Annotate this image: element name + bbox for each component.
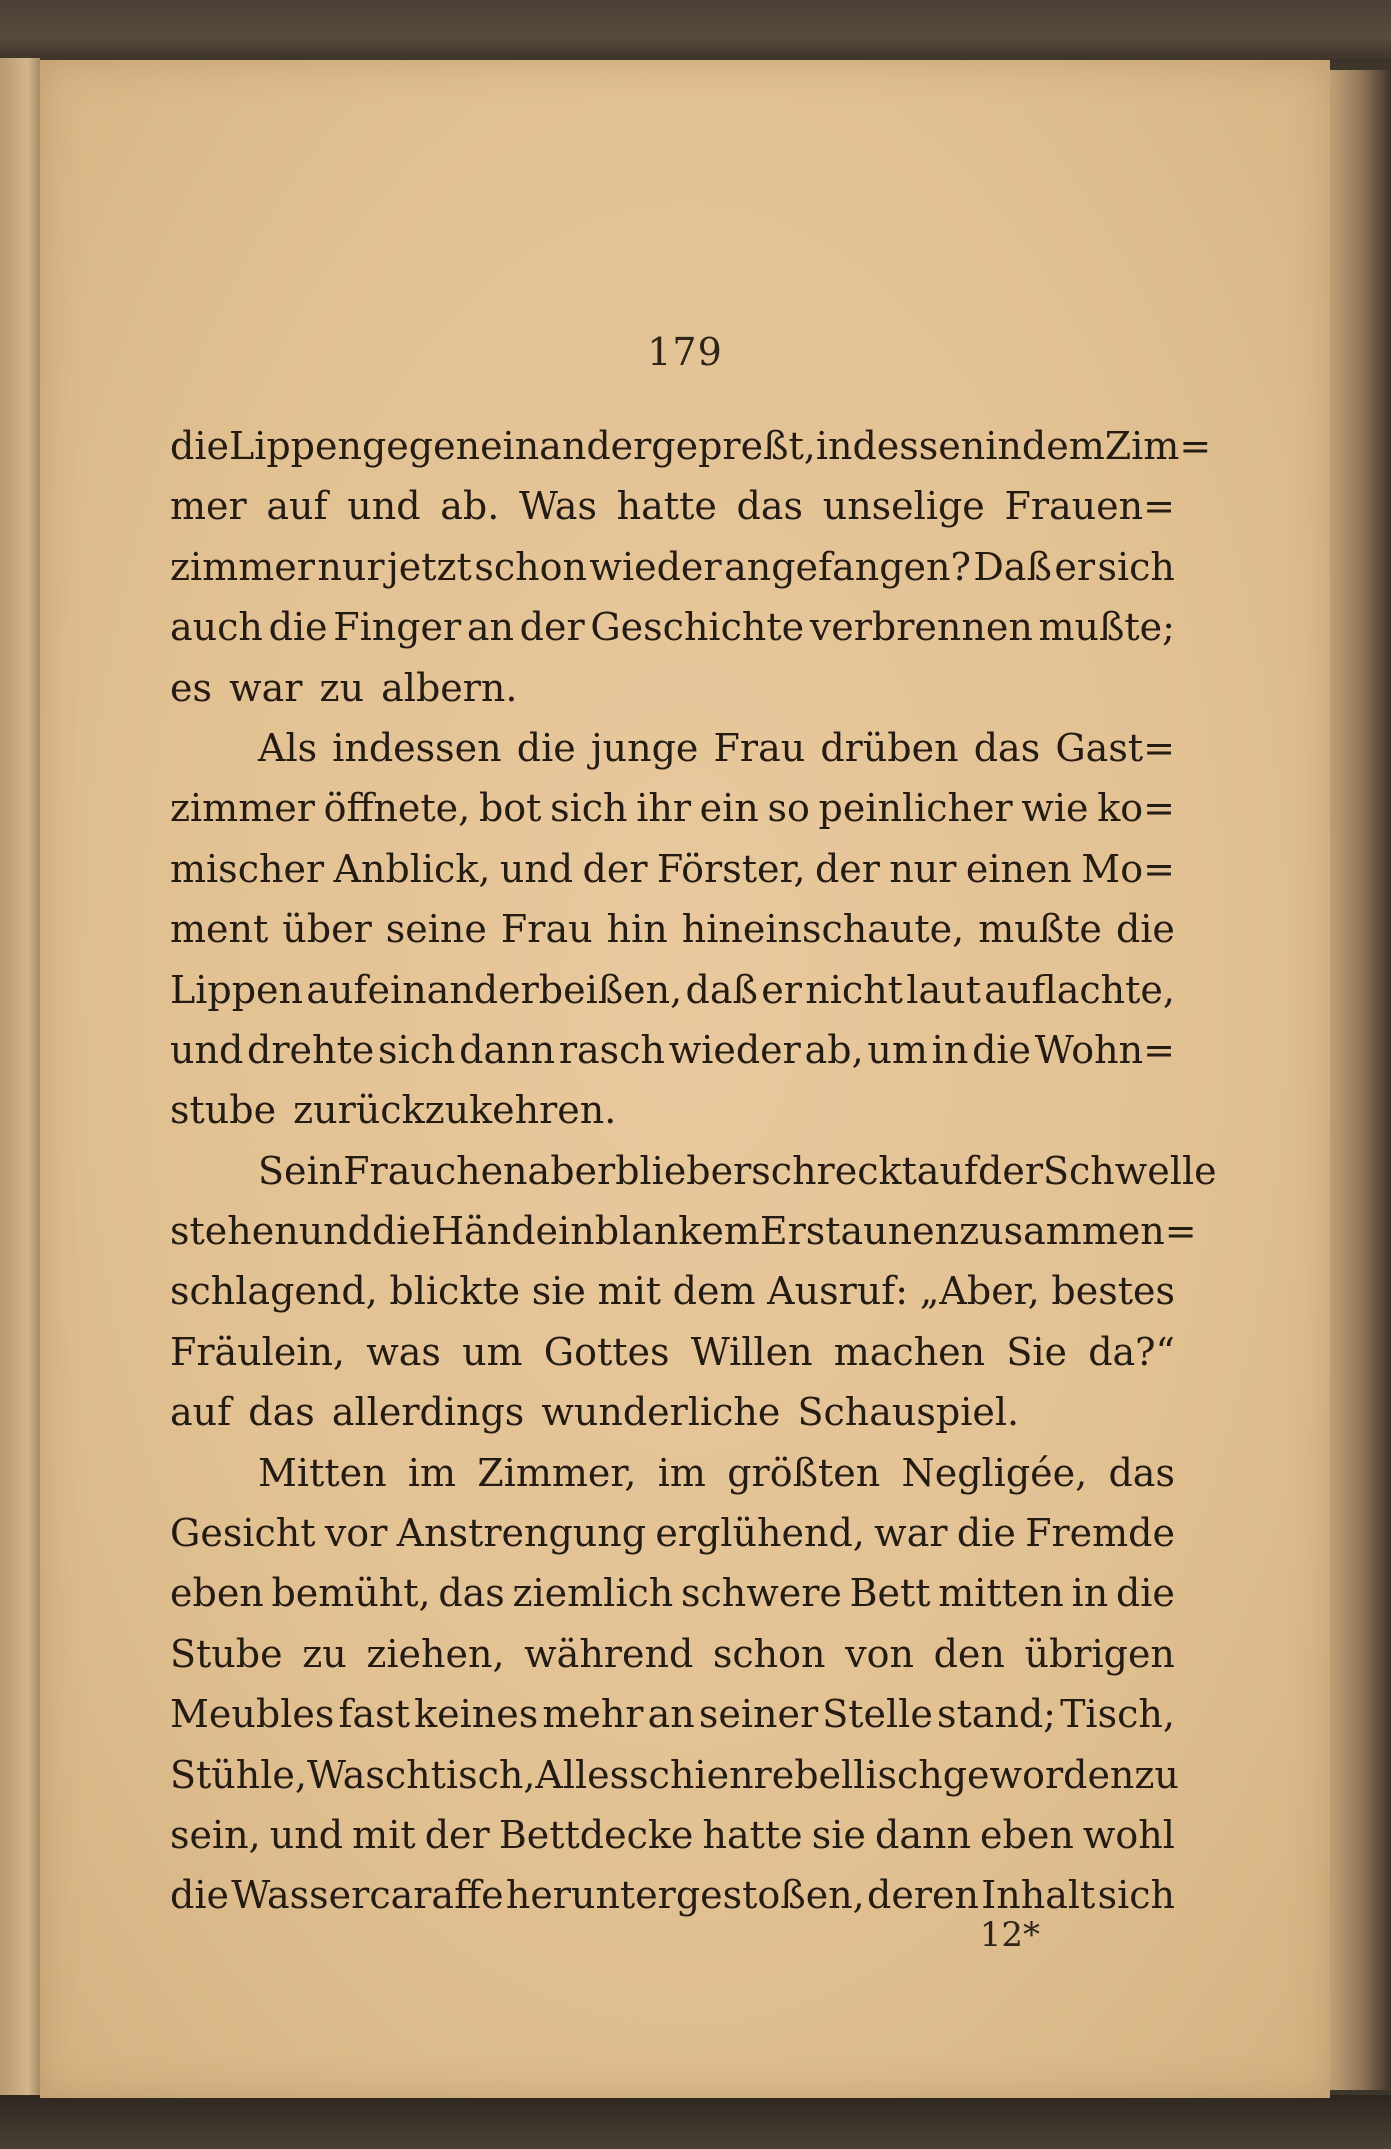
text-line: mischer Anblick, und der Förster, der nur einen Mo= xyxy=(170,846,1175,891)
text-line: Stube zu ziehen, während schon von den übrigen xyxy=(170,1631,1175,1676)
text-line: auch die Finger an der Geschichte verbrennen mußte; xyxy=(170,605,1175,650)
text-line: die Wassercaraffe heruntergestoßen, deren Inhalt sich xyxy=(170,1873,1175,1918)
text-line: Lippen aufeinanderbeißen, daß er nicht laut auflachte, xyxy=(170,967,1175,1012)
text-line: Gesicht vor Anstrengung erglühend, war die Fremde xyxy=(170,1511,1175,1556)
text-line: und drehte sich dann rasch wieder ab, um in die Wohn= xyxy=(170,1027,1175,1072)
text-line: Als indessen die junge Frau drüben das Gast= xyxy=(258,725,1175,770)
text-line: Mitten im Zimmer, im größten Negligée, das xyxy=(258,1450,1175,1495)
text-line: Fräulein, was um Gottes Willen machen Sie da?“ xyxy=(170,1329,1175,1374)
printer-signature: 12* xyxy=(979,1915,1040,1955)
book-top-edge xyxy=(0,0,1391,62)
left-page-edge xyxy=(0,58,40,2098)
text-line: stube zurückzukehren. xyxy=(170,1088,617,1133)
text-line: auf das allerdings wunderliche Schauspiel. xyxy=(170,1390,1020,1435)
text-line: schlagend, blickte sie mit dem Ausruf: „Aber, bestes xyxy=(170,1269,1175,1314)
text-line: zimmer öffnete, bot sich ihr ein so peinlicher wie ko= xyxy=(170,786,1175,831)
text-line: Stühle, Waschtisch, Alles schien rebellisch geworden zu xyxy=(170,1752,1179,1797)
text-line: mer auf und ab. Was hatte das unselige Frauen= xyxy=(170,484,1175,529)
text-line: eben bemüht, das ziemlich schwere Bett mitten in die xyxy=(170,1571,1175,1616)
text-line: sein, und mit der Bettdecke hatte sie dann eben wohl xyxy=(170,1812,1175,1857)
page-body-text xyxy=(170,416,1217,1926)
page-number: 179 xyxy=(647,330,723,374)
text-line: Sein Frauchen aber blieb erschreckt auf der Schwelle xyxy=(258,1148,1217,1193)
text-line: zimmer nur jetzt schon wieder angefangen? Daß er sich xyxy=(170,544,1175,589)
text-line: es war zu albern. xyxy=(170,665,518,710)
text-line: ment über seine Frau hin hineinschaute, mußte die xyxy=(170,907,1175,952)
text-line: stehen und die Hände in blankem Erstaunen zusammen= xyxy=(170,1209,1197,1254)
text-line: die Lippen gegeneinander gepreßt, indessen in dem Zim= xyxy=(170,424,1212,468)
book-page xyxy=(40,60,1330,2098)
page-stack-edge xyxy=(1320,70,1391,2090)
book-bottom-edge xyxy=(0,2095,1391,2149)
text-line: Meubles fast keines mehr an seiner Stelle stand; Tisch, xyxy=(170,1692,1175,1737)
